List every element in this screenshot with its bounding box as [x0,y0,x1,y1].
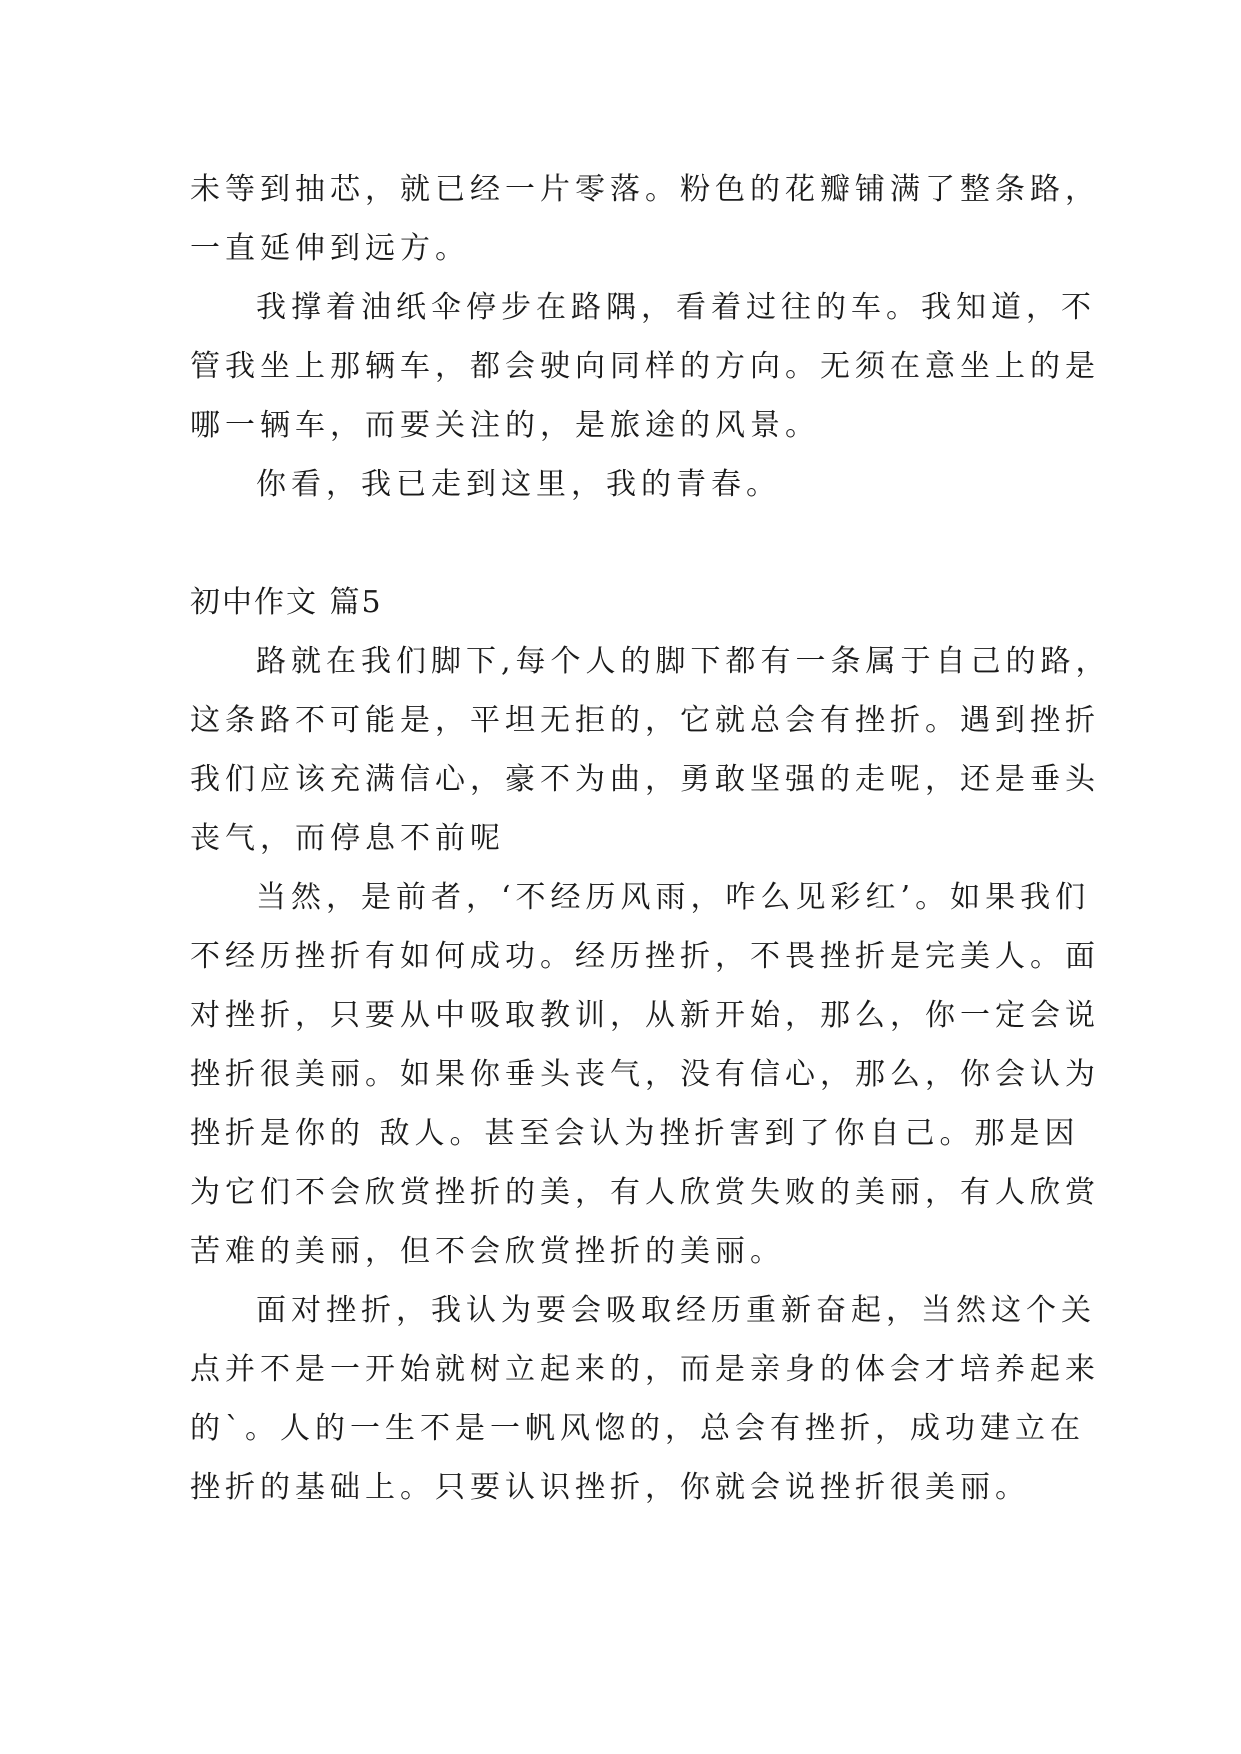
text-line: 未等到抽芯，就已经一片零落。粉色的花瓣铺满了整条路， [190,172,1100,207]
text-line: 对挫折，只要从中吸取教训，从新开始，那么，你一定会说 [190,998,1100,1033]
text-line: 当然，是前者，‘不经历风雨，咋么见彩红’。如果我们 [256,880,1091,915]
paragraph-petals [190,160,1100,278]
text-line: 面对挫折，我认为要会吸取经历重新奋起，当然这个关 [256,1293,1096,1328]
text-line: 挫折是你的 敌人。甚至会认为挫折害到了你自己。那是因 [190,1116,1080,1151]
essay-heading: 初中作文 篇5 [190,585,383,620]
text-line: 苦难的美丽，但不会欣赏挫折的美丽。 [190,1234,785,1269]
text-line: 的`。人的一生不是一帆风惚的，总会有挫折，成功建立在 [190,1411,1085,1446]
text-line: 我们应该充满信心，豪不为曲，勇敢坚强的走呢，还是垂头 [190,762,1100,797]
document-body [190,160,1111,1517]
paragraph-conclusion [190,1281,1100,1517]
section-gap [190,514,1050,573]
paragraph-youth [190,455,1050,514]
text-line: 你看，我已走到这里，我的青春。 [256,467,781,502]
paragraph-umbrella [190,278,1100,455]
text-line: 丧气，而停息不前呢 [190,821,505,856]
text-line: 管我坐上那辆车，都会驶向同样的方向。无须在意坐上的是 [190,349,1100,384]
text-line: 不经历挫折有如何成功。经历挫折，不畏挫折是完美人。面 [190,939,1100,974]
text-line: 点并不是一开始就树立起来的，而是亲身的体会才培养起来 [190,1352,1100,1387]
text-line: 路就在我们脚下,每个人的脚下都有一条属于自己的路， [256,644,1111,679]
text-line: 挫折的基础上。只要认识挫折，你就会说挫折很美丽。 [190,1470,1030,1505]
text-line: 哪一辆车，而要关注的，是旅途的风景。 [190,408,820,443]
text-line: 我撑着油纸伞停步在路隅，看着过往的车。我知道，不 [256,290,1096,325]
paragraph-road [190,632,1111,868]
text-line: 一直延伸到远方。 [190,231,470,266]
text-line: 挫折很美丽。如果你垂头丧气，没有信心，那么，你会认为 [190,1057,1100,1092]
text-line: 这条路不可能是，平坦无拒的，它就总会有挫折。遇到挫折 [190,703,1100,738]
text-line: 为它们不会欣赏挫折的美，有人欣赏失败的美丽，有人欣赏 [190,1175,1100,1210]
paragraph-setbacks [190,868,1100,1281]
